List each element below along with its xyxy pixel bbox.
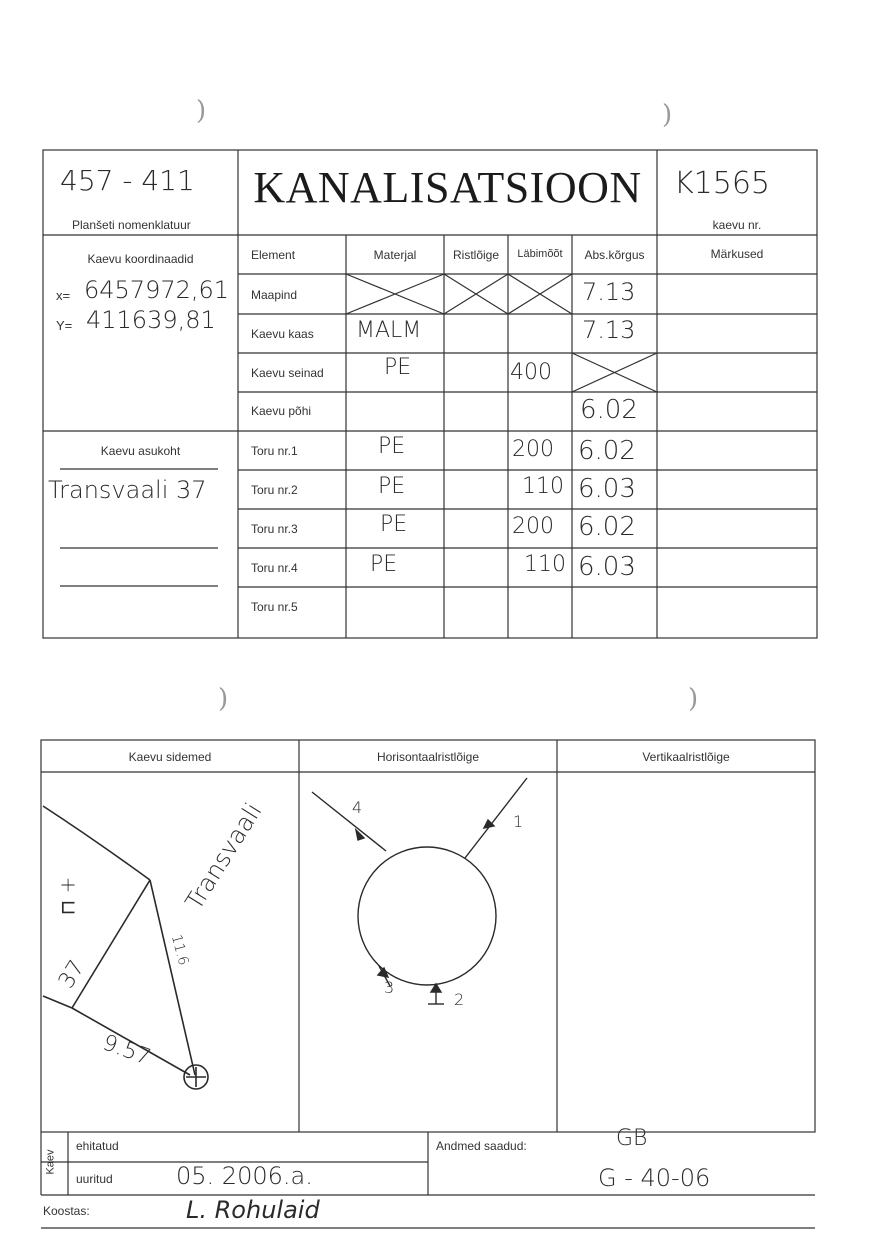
location-label: Kaevu asukoht: [100, 444, 181, 458]
row-diameter: 200: [512, 514, 554, 539]
x-coordinate: 6457972,61: [84, 276, 230, 304]
pipe-label-2: 2: [454, 990, 465, 1009]
row-element: Kaevu seinad: [251, 366, 324, 380]
row-material: MALM: [356, 318, 422, 343]
coords-label: Kaevu koordinaadid: [87, 252, 194, 266]
y-prefix: Y=: [56, 318, 73, 333]
punch-mark-mid-left: ): [218, 684, 229, 714]
surveyed-value: 05. 2006.a.: [176, 1162, 313, 1190]
sheet-label: Planšeti nomenklatuur: [72, 218, 191, 232]
row-abs-height: 6.02: [578, 512, 636, 542]
kaev-label: Kaev: [44, 1149, 57, 1175]
row-material: PE: [370, 552, 398, 577]
row-material: PE: [380, 512, 408, 537]
data-from-value-1: GB: [616, 1126, 648, 1151]
row-diameter: 200: [512, 437, 554, 462]
x-prefix: x=: [56, 288, 71, 303]
surveyed-label: uuritud: [76, 1172, 113, 1186]
well-number: K1565: [674, 166, 771, 201]
punch-mark-top-right: ): [662, 100, 673, 130]
sketch-dist-37: 37: [53, 956, 91, 993]
row-element: Toru nr.3: [251, 522, 298, 536]
form-title: KANALISATSIOON: [253, 163, 642, 212]
row-diameter: 400: [510, 360, 552, 385]
punch-mark-top-left: ): [196, 96, 207, 126]
row-diameter: 110: [522, 474, 564, 499]
row-diameter: 110: [524, 552, 566, 577]
y-coordinate: 411639,81: [86, 306, 216, 334]
punch-mark-mid-right: ): [688, 684, 699, 714]
col-header-horizontal: Horisontaalristlõige: [376, 750, 480, 764]
row-material: PE: [378, 434, 406, 459]
row-abs-height: 7.13: [582, 316, 636, 344]
sketch-side-mark: 11.6: [167, 932, 192, 968]
row-element: Toru nr.4: [251, 561, 298, 575]
location-value: Transvaali 37: [48, 476, 207, 504]
built-label: ehitatud: [76, 1139, 119, 1153]
row-abs-height: 6.03: [578, 474, 636, 504]
sketch-house-mark: ⊓ +: [55, 876, 80, 916]
col-header-connections: Kaevu sidemed: [128, 750, 212, 764]
row-abs-height: 6.02: [578, 436, 636, 466]
row-abs-height: 6.03: [578, 552, 636, 582]
header-element: Element: [251, 248, 296, 262]
pipe-label-1: 1: [513, 812, 524, 831]
sketch-street-label: Transvaali: [180, 797, 268, 915]
sketch-dist-957: 9.57: [99, 1030, 154, 1071]
row-material: PE: [378, 474, 406, 499]
horizontal-section-drawing: [312, 778, 527, 1004]
compiled-value: L. Rohulaid: [186, 1196, 320, 1224]
row-element: Toru nr.5: [251, 600, 298, 614]
header-abs-height: Abs.kõrgus: [584, 248, 645, 262]
col-header-vertical: Vertikaalristlõige: [642, 750, 730, 764]
well-number-label: kaevu nr.: [712, 218, 762, 232]
row-element: Kaevu põhi: [251, 404, 312, 418]
sheet-number: 457 - 411: [60, 164, 195, 197]
row-element: Kaevu kaas: [251, 327, 314, 341]
header-cross-section: Ristlõige: [452, 248, 500, 262]
row-abs-height: 7.13: [582, 278, 636, 306]
row-material: PE: [384, 355, 412, 380]
pipe-label-4: 4: [352, 798, 363, 817]
row-element: Maapind: [251, 288, 298, 302]
data-from-value-2: G - 40-06: [598, 1164, 711, 1192]
header-diameter: Läbimõõt: [517, 248, 563, 260]
row-element: Toru nr.1: [251, 444, 298, 458]
pipe-label-3: 3: [384, 978, 395, 997]
row-abs-height: 6.02: [580, 395, 638, 425]
compiled-label: Koostas:: [43, 1204, 90, 1218]
header-material: Materjal: [373, 248, 417, 262]
data-from-label: Andmed saadud:: [436, 1139, 527, 1153]
row-element: Toru nr.2: [251, 483, 298, 497]
header-notes: Märkused: [710, 247, 764, 261]
